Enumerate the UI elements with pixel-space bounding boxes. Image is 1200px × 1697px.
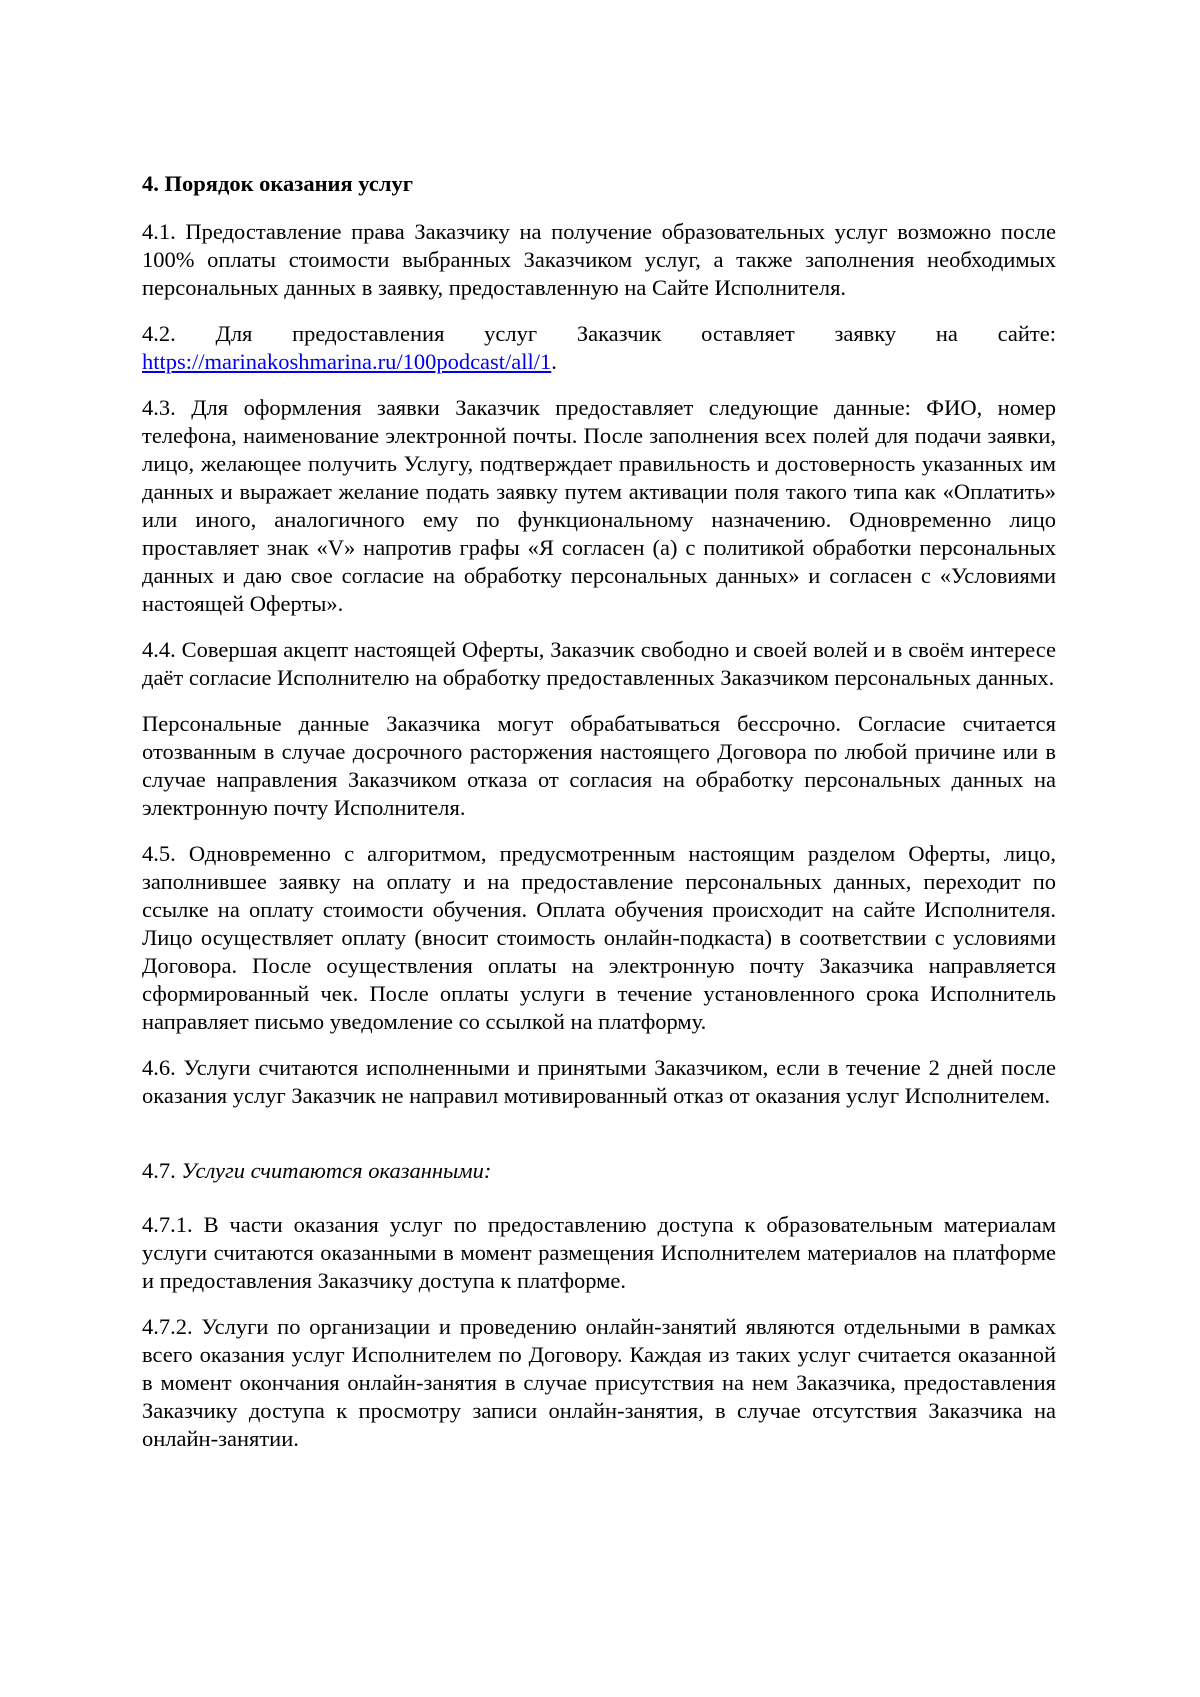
offer-site-link[interactable]: https://marinakoshmarina.ru/100podcast/all/1	[142, 349, 552, 374]
paragraph-personal-data: Персональные данные Заказчика могут обрабатываться бессрочно. Согласие считается отозванным в случае досрочного расторжения настоящего Договора по любой причине или в случае направления Заказчиком отказа от согласия на обработку персональных данных на электронную почту Исполнителя.	[142, 711, 1056, 820]
paragraph-4-7-number: 4.7.	[142, 1158, 182, 1183]
paragraph-4-7-italic-text: Услуги считаются оказанными:	[181, 1158, 492, 1183]
paragraph-4-2-text: 4.2. Для предоставления услуг Заказчик оставляет заявку на сайте:	[142, 321, 1056, 346]
paragraph-4-5: 4.5. Одновременно с алгоритмом, предусмотренным настоящим разделом Оферты, лицо, заполнившее заявку на оплату и на предоставление персональных данных, переходит по ссылке на оплату стоимости обучения. Оплата обучения происходит на сайте Исполнителя. Лицо осуществляет оплату (вносит стоимость онлайн-подкаста) в соответствии с условиями Договора. После осуществления оплаты на электронную почту Заказчика направляется сформированный чек. После оплаты услуги в течение установленного срока Исполнитель направляет письмо уведомление со ссылкой на платформу.	[142, 841, 1056, 1034]
paragraph-4-7-2: 4.7.2. Услуги по организации и проведению онлайн-занятий являются отдельными в рамках всего оказания услуг Исполнителем по Договору. Каждая из таких услуг считается оказанной в момент окончания онлайн-занятия в случае присутствия на нем Заказчика, предоставления Заказчику доступа к просмотру записи онлайн-занятия, в случае отсутствия Заказчика на онлайн-занятии.	[142, 1314, 1056, 1451]
paragraph-4-4: 4.4. Совершая акцепт настоящей Оферты, Заказчик свободно и своей волей и в своём интересе даёт согласие Исполнителю на обработку предоставленных Заказчиком персональных данных.	[142, 637, 1056, 690]
section-heading: 4. Порядок оказания услуг	[142, 171, 413, 196]
paragraph-4-7	[142, 1157, 1056, 1185]
paragraph-4-3: 4.3. Для оформления заявки Заказчик предоставляет следующие данные: ФИО, номер телефона, наименование электронной почты. После заполнения всех полей для подачи заявки, лицо, желающее получить Услугу, подтверждает правильность и достоверность указанных им данных и выражает желание подать заявку путем активации поля такого типа как «Оплатить» или иного, аналогичного ему по функциональному назначению. Одновременно лицо проставляет знак «V» напротив графы «Я согласен (а) с политикой обработки персональных данных и даю свое согласие на обработку персональных данных» и согласен с «Условиями настоящей Оферты».	[142, 395, 1056, 616]
paragraph-4-6: 4.6. Услуги считаются исполненными и принятыми Заказчиком, если в течение 2 дней после оказания услуг Заказчик не направил мотивированный отказ от оказания услуг Исполнителем.	[142, 1055, 1056, 1108]
paragraph-4-2-period: .	[551, 349, 557, 374]
paragraph-4-2	[142, 320, 1056, 376]
paragraph-4-1: 4.1. Предоставление права Заказчику на получение образовательных услуг возможно после 100% оплаты стоимости выбранных Заказчиком услуг, а также заполнения необходимых персональных данных в заявку, предоставленную на Сайте Исполнителя.	[142, 219, 1056, 300]
paragraph-4-7-1: 4.7.1. В части оказания услуг по предоставлению доступа к образовательным материалам услуги считаются оказанными в момент размещения Исполнителем материалов на платформе и предоставления Заказчику доступа к платформе.	[142, 1212, 1056, 1293]
